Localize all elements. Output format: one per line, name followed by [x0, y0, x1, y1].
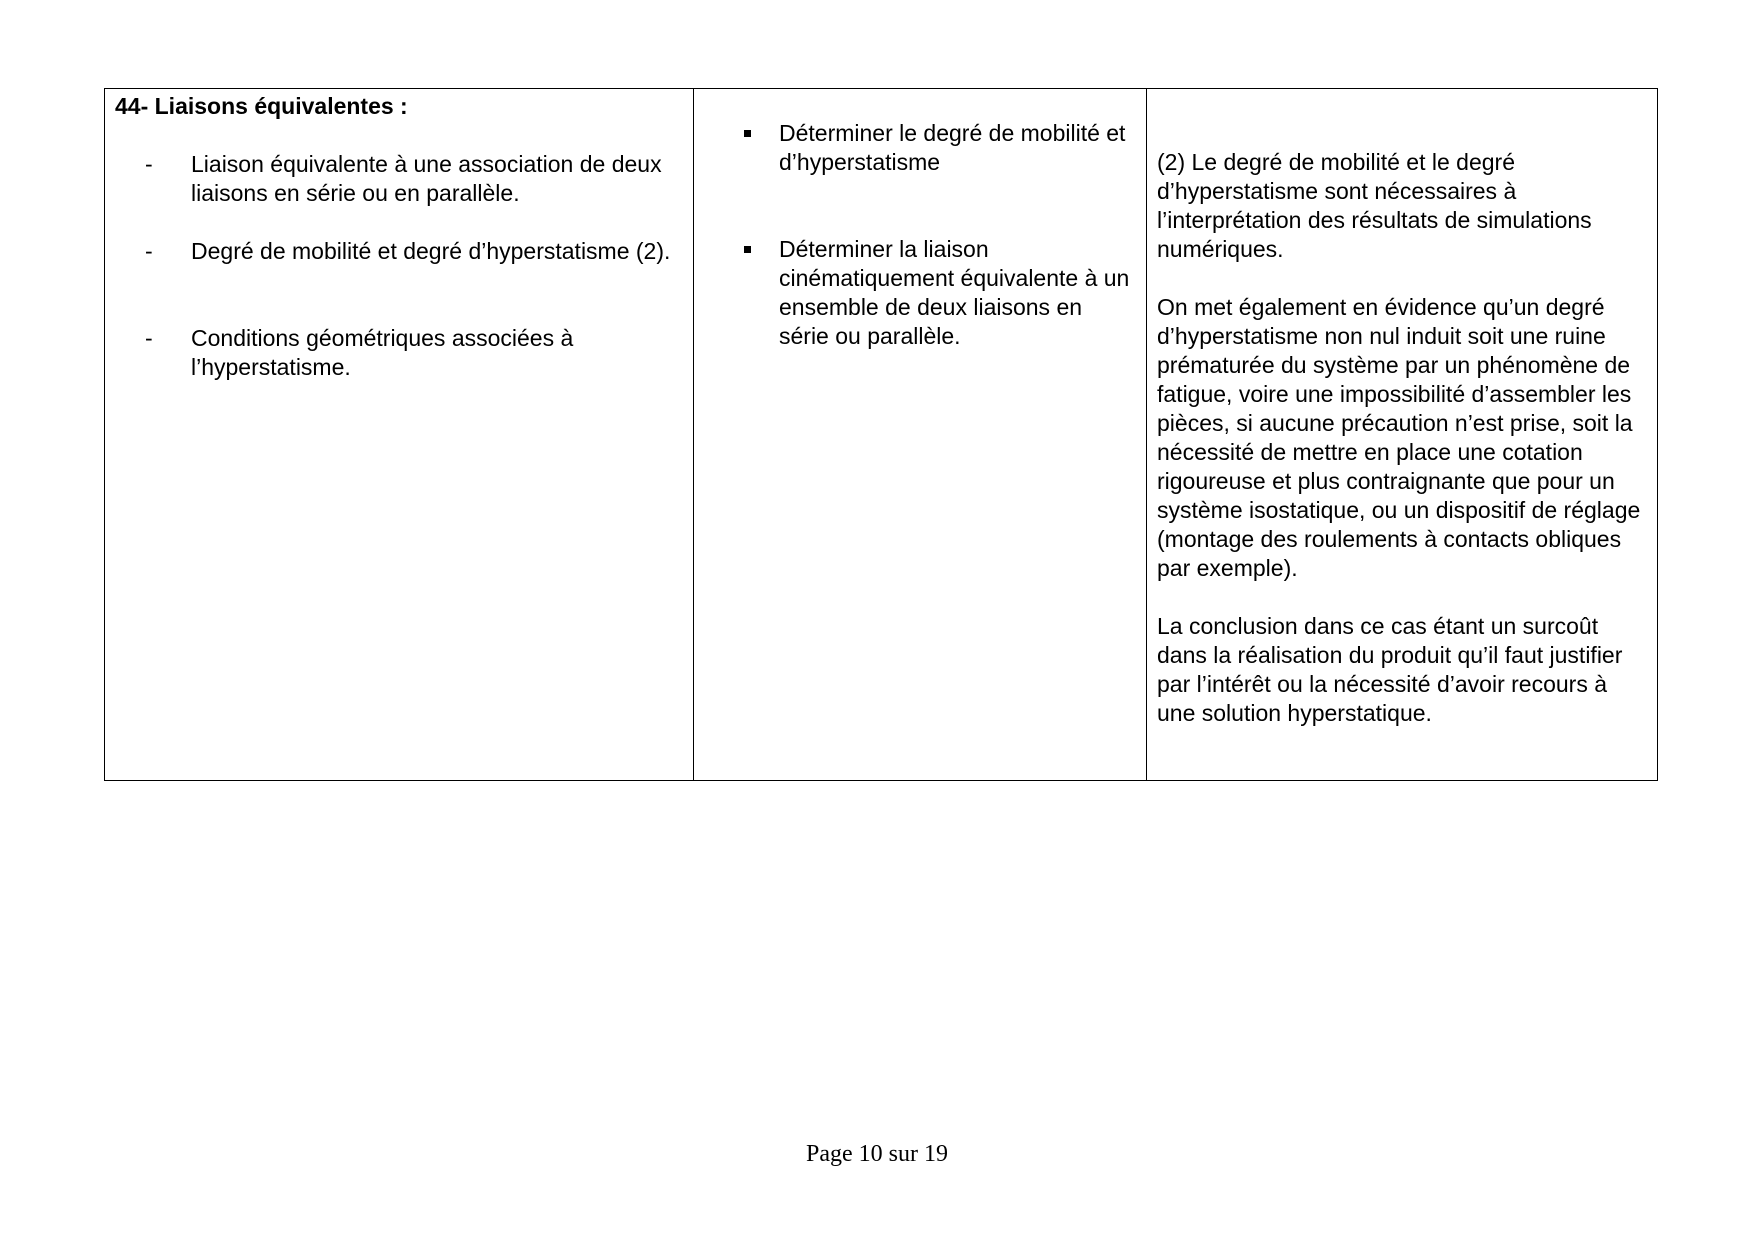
content-table [104, 88, 1658, 781]
comment-paragraph: (2) Le degré de mobilité et le degré d’hyperstatisme sont nécessaires à l’interprétation des résultats de simulations numériques. [1157, 149, 1592, 262]
dash-marker: - [145, 238, 153, 264]
skills-column [694, 89, 1146, 351]
list-item-text: Déterminer le degré de mobilité et d’hyperstatisme [779, 120, 1126, 175]
content-cell [105, 89, 694, 781]
list-item-text: Déterminer la liaison cinématiquement équivalente à un ensemble de deux liaisons en série ou parallèle. [779, 236, 1130, 349]
list-item [115, 324, 683, 382]
comment-paragraph: La conclusion dans ce cas étant un surcoût dans la réalisation du produit qu’il faut justifier par l’intérêt ou la nécessité d’avoir recours à une solution hyperstatique. [1157, 613, 1623, 726]
list-item [714, 119, 1136, 177]
comments-cell [1147, 89, 1658, 781]
list-item-text: Degré de mobilité et degré d’hyperstatisme (2). [191, 238, 671, 264]
page-number: Page 10 sur 19 [806, 1141, 948, 1167]
dash-marker: - [145, 151, 153, 177]
list-item [714, 235, 1136, 351]
list-item [115, 237, 683, 266]
list-item-text: Liaison équivalente à une association de deux liaisons en série ou en parallèle. [191, 151, 662, 206]
comment-paragraph: On met également en évidence qu’un degré d’hyperstatisme non nul induit soit une ruine prématurée du système par un phénomène de fatigue, voire une impossibilité d’assembler les pièces, si aucune précaution n’est prise, soit la nécessité de mettre en place une cotation rigoureuse et plus contraignante que pour un système isostatique, ou un dispositif de réglage (montage des roulements à contacts obliques par exemple). [1157, 294, 1641, 581]
square-bullet-icon [744, 130, 751, 137]
dash-marker: - [145, 325, 153, 351]
comments-column [1147, 89, 1657, 728]
list-item-text: Conditions géométriques associées à l’hyperstatisme. [191, 325, 574, 380]
table-row [105, 89, 1658, 781]
content-column [105, 89, 693, 382]
section-title: 44- Liaisons équivalentes : [115, 93, 408, 119]
square-bullet-icon [744, 246, 751, 253]
skills-cell [694, 89, 1147, 781]
list-item [115, 150, 683, 208]
